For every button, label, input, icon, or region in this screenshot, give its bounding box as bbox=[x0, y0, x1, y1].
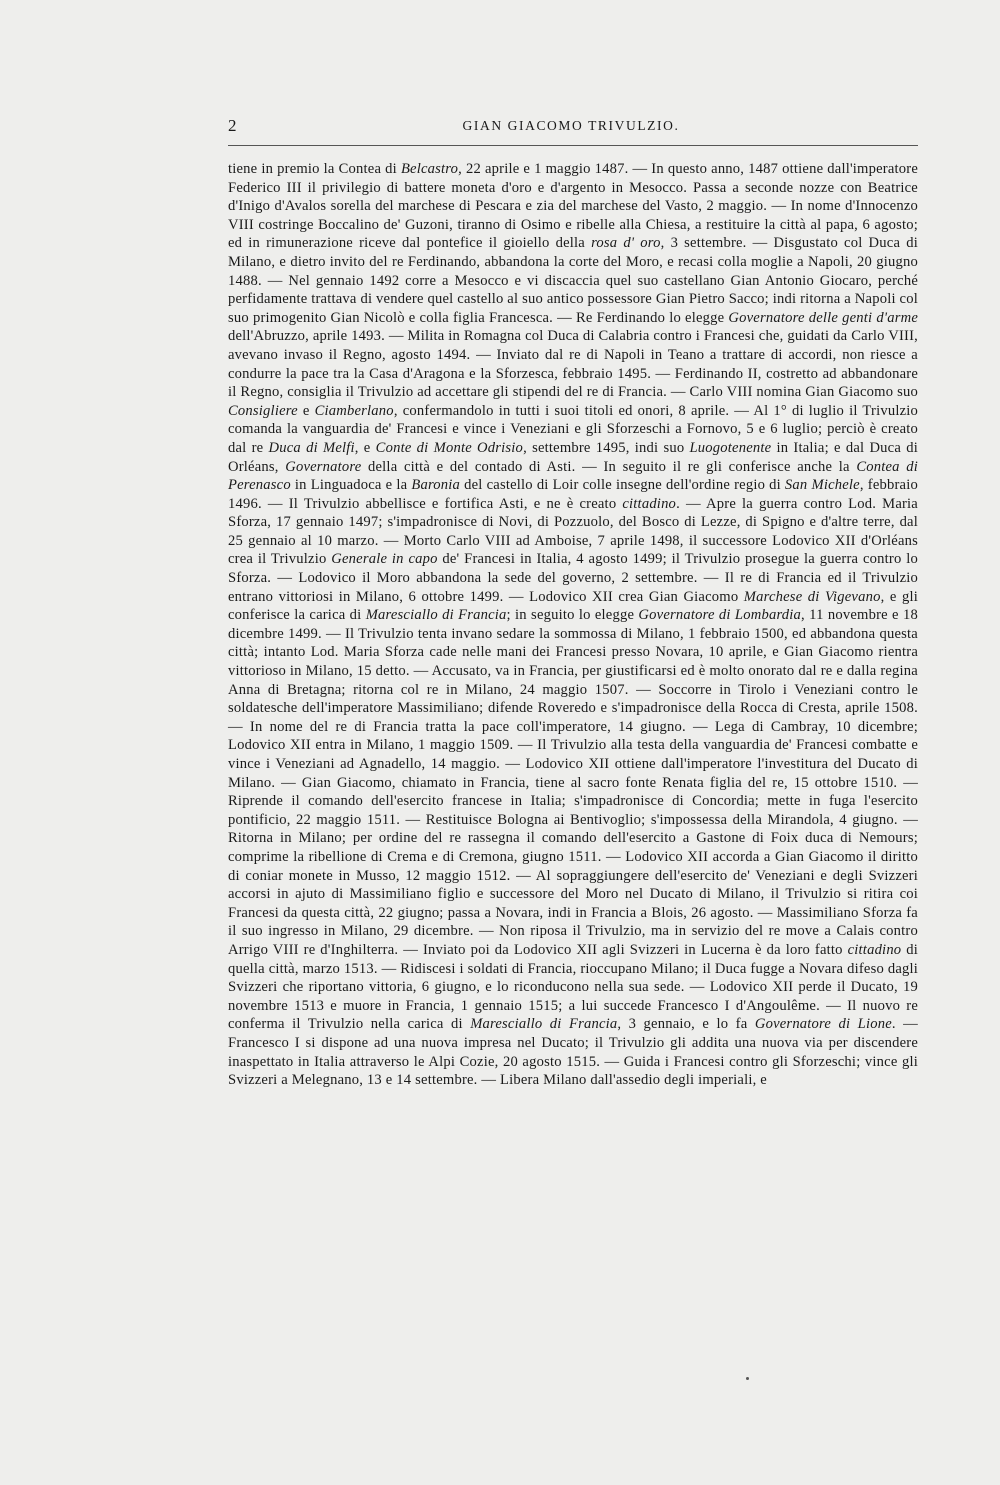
text-run: , 3 gennaio, e lo fa bbox=[617, 1016, 755, 1033]
page-header bbox=[228, 116, 914, 140]
text-run: ; in seguito lo elegge bbox=[506, 607, 639, 624]
italic-run: Duca di Melfi bbox=[268, 439, 355, 456]
text-run: de' Francesi in Italia, 4 agosto 1499; il Trivulzio prosegue la guerra contro lo Sforza. — Lodovico il Moro abbandona la sede del governo, 2 settembre. — Il re di Francia ed il Trivulzio entrano vittoriosi in Milano, 6 ottobre 1499. — Lodovico XII crea Gian Giacomo bbox=[228, 551, 918, 605]
text-run: . — Francesco I si dispone ad una nuova impresa nel Ducato; il Trivulzio gli addita una nuova via per discendere inaspettato in Italia attraverso le Alpi Cozie, 20 agosto 1515. — Guida i Francesi contro gli Sforzeschi; vince gli Svizzeri a Melegnano, 13 e 14 settembre. — Libera Milano dall'assedio degli imperiali, e bbox=[228, 1016, 918, 1089]
italic-run: Generale in capo bbox=[331, 551, 438, 568]
text-run: , confermandolo in tutti i suoi titoli ed onori, 8 aprile. — Al 1° di luglio il Trivulzio comanda la vanguardia de' Francesi e vince i Veneziani e gli Sforzeschi a Fornovo, 5 e 6 luglio; perciò è creato dal re bbox=[228, 402, 919, 456]
italic-run: Belcastro bbox=[400, 161, 459, 177]
italic-run: cittadino bbox=[847, 941, 902, 958]
italic-run: Governatore bbox=[285, 458, 362, 475]
italic-run: Maresciallo di Francia bbox=[470, 1016, 618, 1033]
italic-run: Conte di Monte Odrisio bbox=[375, 439, 524, 456]
text-run: , 11 novembre e 18 dicembre 1499. — Il Trivulzio tenta invano sedare la sommossa di Milano, 1 febbraio 1500, ed abbandona questa città; intanto Lod. Maria Sforza cade nelle mani dei Francesi presso Novara, 10 aprile, e Gian Giacomo rientra vittorioso in Milano, 15 detto. — Accusato, va in Francia, per giustificarsi ed è molto onorato dal re e dalla regina Anna di Bretagna; ritorna col re in Milano, 24 maggio 1507. — Soccorre in Tirolo i Veneziani contro le soldatesche dell'imperatore Massimiliano; difende Roveredo e s'impadronisce della Rocca di Cresta, aprile 1508. — In nome del re di Francia tratta la pace coll'imperatore, 14 giugno. — Lega di Cambray, 10 dicembre; Lodovico XII entra in Milano, 1 maggio 1509. — Il Trivulzio alla testa della vanguardia de' Francesi combatte e vince i Veneziani ad Agnadello, 14 maggio. — Lodovico XII ottiene dall'imperatore l'investitura del Ducato di Milano. — Gian Giacomo, chiamato in Francia, tiene al sacro fonte Renata figlia del re, 15 ottobre 1510. — Riprende il comando dell'esercito francese in Italia; s'impadronisce di Concordia; mette in fuga l'esercito pontificio, 22 maggio 1511. — Restituisce Bologna ai Bentivoglio; s'impossessa della Mirandola, 4 giugno. — Ritorna in Milano; per ordine del re rassegna il comando dell'esercito a Gastone di Foix duca di Nemours; comprime la ribellione di Crema e di Cremona, giugno 1511. — Lodovico XII accorda a Gian Giacomo il diritto di coniar monete in Musso, 12 maggio 1512. — Al sopraggiungere dell'esercito de' Veneziani e degli Svizzeri accorsi in ajuto di Massimiliano figlio e successore del Moro nel Ducato di Milano, il Trivulzio si ritira coi Francesi da questa città, 22 giugno; passa a Novara, indi in Francia a Blois, 26 agosto. — Massimiliano Sforza fa il suo ingresso in Milano, 29 dicembre. — Non riposa il Trivulzio, ma in servizio del re move a Calais contro Arrigo VIII re d'Inghilterra. — Inviato poi da Lodovico XII agli Svizzeri in Lucerna è da loro fatto bbox=[228, 607, 918, 958]
italic-run: Governatore di Lione bbox=[754, 1016, 892, 1033]
text-run: , 22 aprile e 1 maggio 1487. — In questo anno, 1487 ottiene dall'imperatore Federico III il privilegio di battere moneta d'oro e d'argento in Mesocco. Passa a seconde nozze con Beatrice d'Inigo d'Avalos sorella del marchese di Pescara e zia del marchese del Vasto, 2 maggio. — In nome d'Innocenzo VIII costringe Boccalino de' Guzoni, tiranno di Osimo e ribelle alla Chiesa, a restituire la città al papa, 6 agosto; ed in rimunerazione riceve dal pontefice il gioiello della bbox=[228, 161, 919, 252]
italic-run: San Michele bbox=[784, 477, 860, 494]
italic-run: Contea di Perenasco bbox=[228, 458, 918, 494]
paper-speck bbox=[746, 1377, 749, 1380]
text-run: , e bbox=[354, 439, 376, 456]
italic-run: cittadino bbox=[622, 495, 677, 512]
text-run: e bbox=[297, 402, 315, 419]
text-run: , settembre 1495, indi suo bbox=[523, 439, 690, 456]
text-run: della città e del contado di Asti. — In seguito il re gli conferisce anche la bbox=[361, 458, 857, 475]
italic-run: Marchese di Vigevano bbox=[743, 588, 881, 605]
text-run: dell'Abruzzo, aprile 1493. — Milita in Romagna col Duca di Calabria contro i Francesi che, guidati da Carlo VIII, avevano invaso il Regno, agosto 1494. — Inviato dal re di Napoli in Teano a trattare di accordi, non riesce a condurre la pace tra la Casa d'Aragona e la Sforzesca, febbraio 1495. — Ferdinando II, costretto ad abbandonare il Regno, consiglia il Trivulzio ad accettare gli stipendi del re di Francia. — Carlo VIII nomina Gian Giacomo suo bbox=[228, 328, 918, 401]
italic-run: Consigliere bbox=[228, 402, 298, 419]
text-run: , 3 settembre. — Disgustato col Duca di Milano, e dietro invito del re Ferdinando, abbandona la corte del Moro, e recasi colla moglie a Napoli, 20 giugno 1488. — Nel gennaio 1492 corre a Mesocco e vi discaccia quel suo castellano Gian Antonio Giocaro, perché perfidamente trattava di vendere quel castello al suo antico possessore Gian Pietro Sacco; indi ritorna a Napoli col suo primogenito Gian Nicolò e colla figlia Francesca. — Re Ferdinando lo elegge bbox=[228, 235, 918, 326]
text-run: del castello di Loir colle insegne dell'ordine regio di bbox=[460, 477, 785, 494]
text-run: di quella città, marzo 1513. — Ridiscesi i soldati di Francia, rioccupano Milano; il Duca fugge a Novara difeso dagli Svizzeri che riportano vittoria, 6 giugno, e lo riconducono nella sua sede. — Lodovico XII perde il Ducato, 19 novembre 1513 e muore in Francia, 1 gennaio 1515; a lui succede Francesco I d'Angoulême. — Il nuovo re conferma il Trivulzio nella carica di bbox=[228, 941, 919, 1033]
italic-run: rosa d' oro bbox=[591, 235, 661, 252]
italic-run: Luogotenente bbox=[689, 439, 772, 456]
running-head: GIAN GIACOMO TRIVULZIO. bbox=[462, 118, 680, 133]
text-run: , febbraio 1496. — Il Trivulzio abbellisce e fortifica Asti, e ne è creato bbox=[228, 477, 918, 512]
header-rule bbox=[228, 145, 918, 146]
italic-run: Governatore di Lombardia bbox=[638, 607, 802, 624]
text-run: in Linguadoca e la bbox=[290, 477, 412, 494]
text-run: , e gli conferisce la carica di bbox=[228, 588, 918, 624]
body-paragraph bbox=[228, 160, 918, 1090]
body-text bbox=[228, 160, 918, 1090]
italic-run: Ciamberlano bbox=[314, 402, 394, 419]
italic-run: Maresciallo di Francia bbox=[365, 607, 507, 624]
text-run: tiene in premio la Contea di bbox=[228, 161, 401, 177]
text-run: in Italia; e dal Duca di Orléans, bbox=[228, 439, 918, 475]
page-number: 2 bbox=[228, 116, 237, 135]
text-run: . — Apre la guerra contro Lod. Maria Sforza, 17 gennaio 1497; s'impadronisce di Novi, di Pozzuolo, del Bosco di Lezze, di Spigno e d'altre terre, dal 25 gennaio al 10 marzo. — Morto Carlo VIII ad Amboise, 7 aprile 1498, il successore Lodovico XII d'Orléans crea il Trivulzio bbox=[228, 495, 918, 568]
italic-run: Baronia bbox=[411, 477, 461, 494]
italic-run: Governatore delle genti d'arme bbox=[728, 309, 918, 326]
